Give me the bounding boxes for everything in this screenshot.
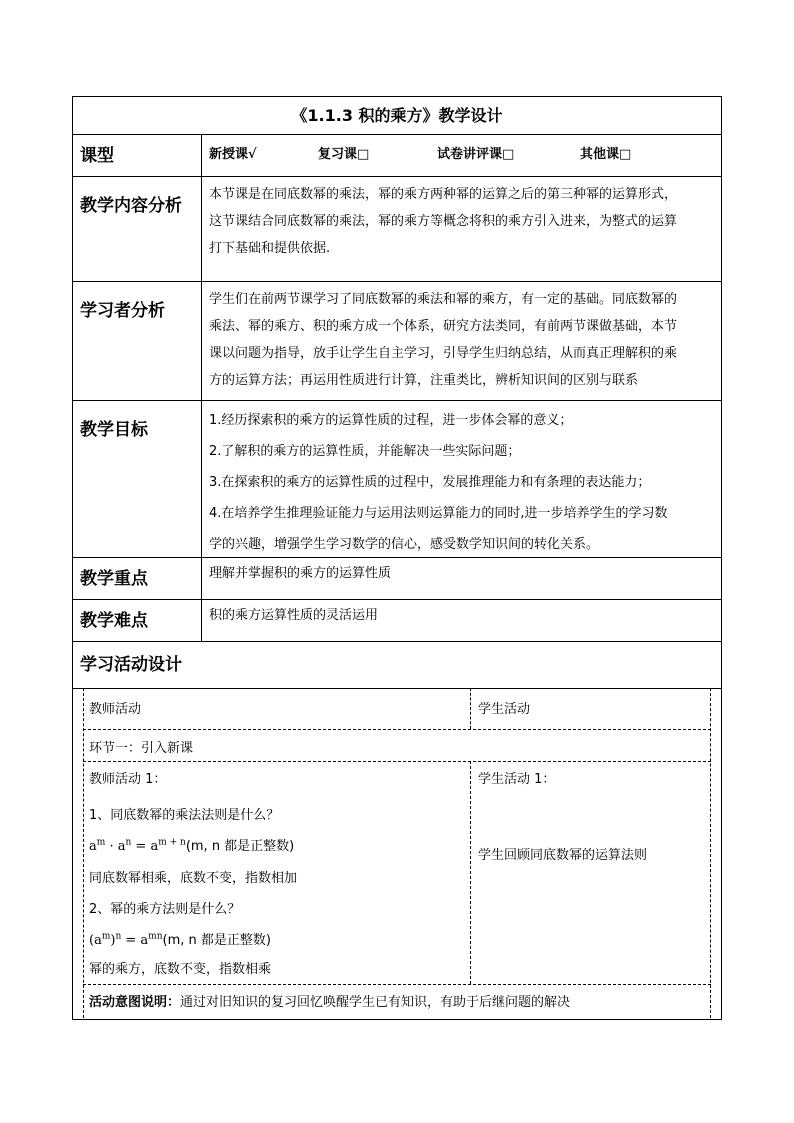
lesson-plan-table (72, 96, 722, 1020)
student-activity-text: 学生回顾同底数幂的运算法则 (478, 848, 648, 863)
objectives-label: 教学目标 (73, 401, 202, 557)
learner-analysis-label: 学习者分析 (73, 282, 202, 400)
section-title: 环节一：引入新课 (89, 741, 194, 756)
objective-item: 学的兴趣，增强学生学习数学的信心，感受数学知识间的转化关系。 (209, 537, 600, 552)
course-type-options (202, 135, 721, 176)
divider (710, 688, 711, 1018)
formula-power-of-power: $(a^m)^n = a^{mn}(m$, n 都是正整数) (89, 931, 271, 948)
objectives-row (73, 401, 721, 558)
content-analysis-label: 教学内容分析 (73, 177, 202, 281)
activity-intent-text: 通过对旧知识的复习回忆唤醒学生已有知识，有助于后继问题的解决 (180, 995, 571, 1010)
teacher-activity-title: 教师活动 1： (89, 772, 167, 787)
activity-table (83, 688, 711, 1018)
divider (83, 984, 711, 985)
objective-item: 2.了解积的乘方的运算性质，并能解决一些实际问题； (209, 444, 521, 459)
objective-item: 3.在探索积的乘方的运算性质的过程中，发展推理能力和有条理的表达能力； (209, 475, 651, 490)
student-activity-title: 学生活动 1： (478, 772, 556, 787)
activity-design-label: 学习活动设计 (80, 655, 182, 675)
divider (83, 688, 84, 1018)
text-line: 打下基础和提供依据. (209, 241, 331, 256)
document-title: 《1.1.3 积的乘方》教学设计 (73, 97, 721, 135)
activity-design-row (73, 642, 721, 688)
divider (83, 729, 711, 730)
learner-analysis-row (73, 282, 721, 401)
text-line: 这节课结合同底数幂的乘法，幂的乘方等概念将积的乘方引入进来，为整式的运算 (209, 214, 678, 229)
objective-item: 4.在培养学生推理验证能力与运用法则运算能力的同时,进一步培养学生的学习数 (209, 506, 668, 521)
objectives-text (202, 401, 721, 557)
content-analysis-row (73, 177, 721, 282)
text-line: 本节课是在同底数幂的乘法，幂的乘方两种幂的运算之后的第三种幂的运算形式， (209, 187, 678, 202)
option-exam-review-lesson: 试卷讲评课□ (437, 147, 515, 162)
option-other-lesson: 其他课□ (580, 147, 632, 162)
difficult-point-label: 教学难点 (73, 600, 202, 641)
teacher-activity-header: 教师活动 (89, 702, 142, 717)
objective-item: 1.经历探索积的乘方的运算性质的过程，进一步体会幂的意义； (209, 413, 573, 428)
key-point-row (73, 558, 721, 600)
divider (83, 688, 711, 689)
question-1: 1、同底数幂的乘法法则是什么？ (89, 808, 280, 823)
difficult-point-row (73, 600, 721, 642)
text-line: 学生们在前两节课学习了同底数幂的乘法和幂的乘方，有一定的基础。同底数幂的 (209, 292, 678, 307)
course-type-label: 课型 (73, 135, 202, 176)
rule-1: 同底数幂相乘，底数不变，指数相加 (89, 871, 298, 886)
divider (470, 761, 471, 984)
option-review-lesson: 复习课□ (318, 147, 370, 162)
divider (83, 761, 711, 762)
text-line: 乘法、幂的乘方、积的乘方成一个体系，研究方法类同，有前两节课做基础，本节 (209, 319, 678, 334)
course-type-row (73, 135, 721, 177)
learner-analysis-text (202, 282, 721, 400)
question-2: 2、幂的乘方法则是什么？ (89, 902, 241, 917)
option-new-lesson: 新授课√ (209, 147, 257, 162)
key-point-label: 教学重点 (73, 558, 202, 599)
student-activity-header: 学生活动 (478, 702, 531, 717)
activity-intent-note (89, 991, 570, 1010)
formula-product-of-powers: $a^m \cdot a^n = a^{m + n}(m$, n 都是正整数) (89, 837, 295, 854)
key-point-text: 理解并掌握积的乘方的运算性质 (209, 566, 392, 581)
divider (470, 688, 471, 729)
difficult-point-text: 积的乘方运算性质的灵活运用 (209, 608, 379, 623)
rule-2: 幂的乘方，底数不变，指数相乘 (89, 962, 272, 977)
text-line: 方的运算方法；再运用性质进行计算，注重类比，辨析知识间的区别与联系 (209, 373, 639, 388)
content-analysis-text (202, 177, 721, 281)
activity-intent-label: 活动意图说明： (89, 995, 181, 1010)
text-line: 课以问题为指导，放手让学生自主学习，引导学生归纳总结，从而真正理解积的乘 (209, 346, 678, 361)
